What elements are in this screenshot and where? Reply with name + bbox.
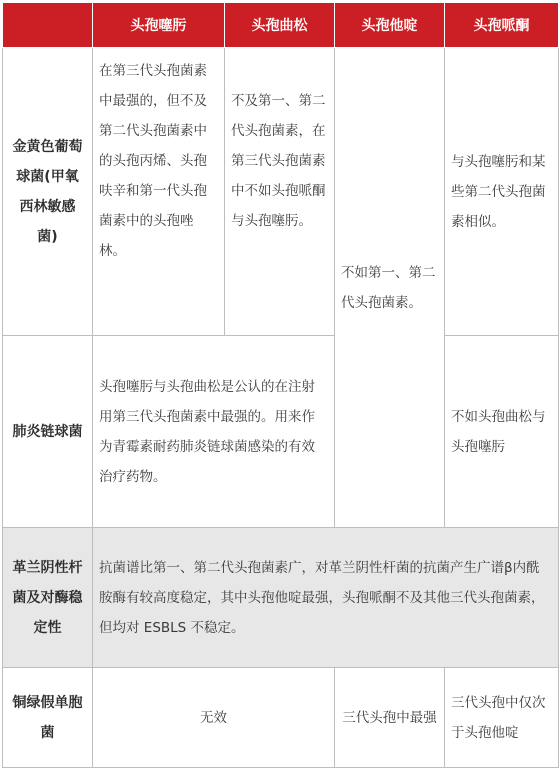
cell-pseudo-cefoperazone: 三代头孢中仅次于头孢他啶 (445, 668, 559, 768)
row-gramneg (3, 528, 559, 668)
row-staph (3, 48, 559, 336)
cell-pneumo-merged: 头孢噻肟与头孢曲松是公认的在注射用第三代头孢菌素中最强的。用来作为青霉素耐药肺炎链球菌感染的有效治疗药物。 (93, 336, 335, 528)
header-row (3, 3, 559, 48)
cell-pneumo-cefoperazone: 不如头孢曲松与头孢噻肟 (445, 336, 559, 528)
row-pneumo (3, 336, 559, 528)
header-corner (3, 3, 93, 48)
cell-staph-cefoperazone: 与头孢噻肟和某些第二代头孢菌素相似。 (445, 48, 559, 336)
cell-staph-pneumo-ceftazidime: 不如第一、第二代头孢菌素。 (335, 48, 445, 528)
row-label-gramneg: 革兰阴性杆菌及对酶稳定性 (3, 528, 93, 668)
header-cefoperazone: 头孢哌酮 (445, 3, 559, 48)
comparison-table (2, 2, 559, 768)
header-ceftriaxone: 头孢曲松 (225, 3, 335, 48)
cell-pseudo-ceftazidime: 三代头孢中最强 (335, 668, 445, 768)
cell-gramneg-merged: 抗菌谱比第一、第二代头孢菌素广，对革兰阴性杆菌的抗菌产生广谱β内酰胺酶有较高度稳定，其中头孢他啶最强，头孢哌酮不及其他三代头孢菌素，但均对 ESBLS 不稳定。 (93, 528, 559, 668)
row-label-staph: 金黄色葡萄球菌(甲氧西林敏感菌) (3, 48, 93, 336)
row-label-pseudo: 铜绿假单胞菌 (3, 668, 93, 768)
row-label-pneumo: 肺炎链球菌 (3, 336, 93, 528)
cell-staph-ceftriaxone: 不及第一、第二代头孢菌素，在第三代头孢菌素中不如头孢哌酮与头孢噻肟。 (225, 48, 335, 336)
header-ceftazidime: 头孢他啶 (335, 3, 445, 48)
cell-pseudo-merged: 无效 (93, 668, 335, 768)
cell-staph-cefotaxime: 在第三代头孢菌素中最强的，但不及第二代头孢菌素中的头孢丙烯、头孢呋辛和第一代头孢菌素中的头孢唑林。 (93, 48, 225, 336)
row-pseudo (3, 668, 559, 768)
header-cefotaxime: 头孢噻肟 (93, 3, 225, 48)
